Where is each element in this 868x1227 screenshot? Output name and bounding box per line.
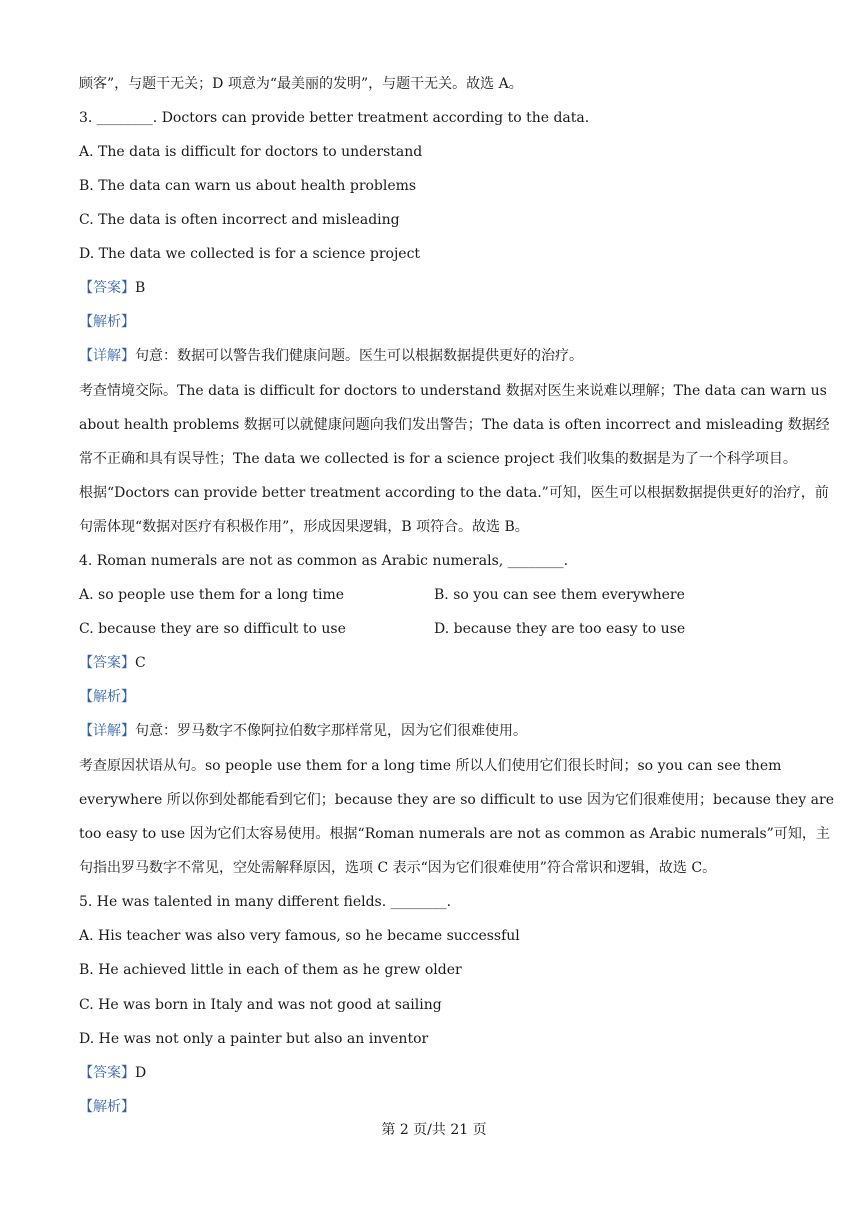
explanation-line: 句指出罗马数字不常见，空处需解释原因，选项 C 表示“因为它们很难使用”符合常识和逻辑，故选 C。 [79, 860, 717, 876]
answer-tag: 【答案】 [79, 655, 135, 671]
page-number: 第 2 页/共 21 页 [381, 1122, 487, 1138]
detail-text: 句意：罗马数字不像阿拉伯数字那样常见，因为它们很难使用。 [135, 723, 527, 739]
answer-tag: 【答案】 [79, 1065, 135, 1081]
text-line: 顾客”，与题干无关；D 项意为“最美丽的发明”，与题干无关。故选 A。 [79, 76, 523, 92]
explanation-line: 考查原因状语从句。so people use them for a long time 所以人们使用它们很长时间；so you can see them [79, 758, 782, 774]
question-3-stem: 3. ________. Doctors can provide better treatment according to the data. [79, 110, 590, 126]
question-3-analysis-tag: 【解析】 [79, 314, 135, 330]
question-4-option-a: A. so people use them for a long time [79, 587, 345, 603]
answer-value: B [135, 280, 146, 296]
detail-text: 句意：数据可以警告我们健康问题。医生可以根据数据提供更好的治疗。 [135, 348, 583, 364]
question-3-option-a: A. The data is difficult for doctors to understand [79, 144, 423, 160]
answer-value: C [135, 655, 146, 671]
explanation-line: too easy to use 因为它们太容易使用。根据“Roman numerals are not as common as Arabic numerals”可知，主 [79, 826, 830, 842]
question-3-answer [79, 278, 828, 298]
explanation-line: 常不正确和具有误导性；The data we collected is for a science project 我们收集的数据是为了一个科学项目。 [79, 451, 797, 467]
explanation-line: everywhere 所以你到处都能看到它们；because they are so difficult to use 因为它们很难使用；because they are [79, 792, 834, 808]
answer-value: D [135, 1065, 147, 1081]
question-5-option-a: A. His teacher was also very famous, so he became successful [79, 928, 520, 944]
question-5-stem: 5. He was talented in many different fields. ________. [79, 894, 452, 910]
question-4-analysis-tag: 【解析】 [79, 689, 135, 705]
detail-tag: 【详解】 [79, 348, 135, 364]
explanation-line: 根据“Doctors can provide better treatment according to the data.”可知，医生可以根据数据提供更好的治疗，前 [79, 485, 829, 501]
question-4-option-b: B. so you can see them everywhere [434, 587, 685, 603]
explanation-line: 句需体现“数据对医疗有积极作用”，形成因果逻辑，B 项符合。故选 B。 [79, 519, 529, 535]
explanation-line: 考查情境交际。The data is difficult for doctors to understand 数据对医生来说难以理解；The data can warn us [79, 383, 827, 399]
question-4-option-c: C. because they are so difficult to use [79, 621, 346, 637]
detail-tag: 【详解】 [79, 723, 135, 739]
question-4-option-d: D. because they are too easy to use [434, 621, 686, 637]
question-4-stem: 4. Roman numerals are not as common as Arabic numerals, ________. [79, 553, 569, 569]
question-4-detail [79, 721, 828, 741]
question-5-option-d: D. He was not only a painter but also an inventor [79, 1031, 429, 1047]
question-5-answer [79, 1063, 828, 1083]
question-4-options-row-2 [79, 619, 828, 639]
question-3-detail [79, 346, 828, 366]
question-3-option-c: C. The data is often incorrect and misleading [79, 212, 400, 228]
explanation-line: about health problems 数据可以就健康问题向我们发出警告；The data is often incorrect and misleading 数据经 [79, 417, 830, 433]
question-5-analysis-tag: 【解析】 [79, 1099, 135, 1115]
question-4-answer [79, 653, 828, 673]
question-5-option-b: B. He achieved little in each of them as he grew older [79, 962, 462, 978]
question-4-options-row-1 [79, 585, 828, 605]
question-3-option-d: D. The data we collected is for a science project [79, 246, 421, 262]
question-3-option-b: B. The data can warn us about health problems [79, 178, 417, 194]
question-5-option-c: C. He was born in Italy and was not good at sailing [79, 997, 442, 1013]
answer-tag: 【答案】 [79, 280, 135, 296]
